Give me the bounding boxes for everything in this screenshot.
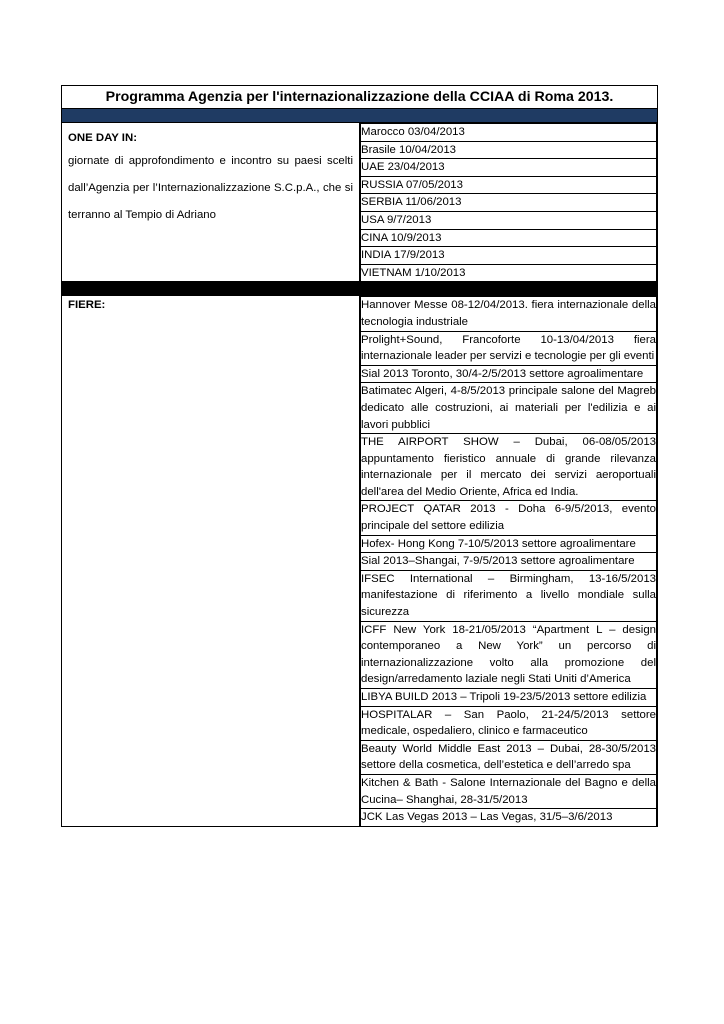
fiera-item: Kitchen & Bath - Salone Internazionale del Bagno e della Cucina– Shanghai, 28-31/5/2013: [361, 774, 657, 808]
one-day-in-dates-cell: [360, 123, 658, 282]
fiere-cell: [62, 296, 360, 826]
program-table: [61, 85, 658, 827]
fiere-list: [360, 296, 657, 825]
fiera-item: HOSPITALAR – San Paolo, 21-24/5/2013 settore medicale, ospedaliero, clinico e farmaceutico: [361, 706, 657, 740]
one-day-in-dates-list: [360, 123, 657, 281]
one-day-in-row: [62, 123, 658, 282]
date-item: Brasile 10/04/2013: [361, 141, 657, 159]
fiera-item: JCK Las Vegas 2013 – Las Vegas, 31/5–3/6/2013: [361, 809, 657, 826]
fiera-item: Hannover Messe 08-12/04/2013. fiera internazionale della tecnologia industriale: [361, 297, 657, 331]
date-item: SERBIA 11/06/2013: [361, 194, 657, 212]
fiere-list-cell: [360, 296, 658, 826]
fiera-item: ICFF New York 18-21/05/2013 “Apartment L – design contemporaneo a New York” un percorso di internazionalizzazione volto alla promozione del design/arredamento laziale negli Stati Uniti d’America: [361, 621, 657, 688]
section-separator-bar: [62, 282, 658, 296]
one-day-in-description: giornate di approfondimento e incontro su paesi scelti dall’Agenzia per l’Internazionalizzazione S.C.p.A., che si terranno al Tempio di Adriano: [68, 155, 353, 221]
fiera-item: IFSEC International – Birmingham, 13-16/5/2013 manifestazione di riferimento a livello mondiale sulla sicurezza: [361, 570, 657, 621]
fiera-item: Beauty World Middle East 2013 – Dubai, 28-30/5/2013 settore della cosmetica, dell’estetica e dell’arredo spa: [361, 740, 657, 774]
fiera-item: Sial 2013–Shangai, 7-9/5/2013 settore agroalimentare: [361, 553, 657, 571]
date-item: VIETNAM 1/10/2013: [361, 264, 657, 281]
fiera-item: Sial 2013 Toronto, 30/4-2/5/2013 settore agroalimentare: [361, 365, 657, 383]
fiera-item: LIBYA BUILD 2013 – Tripoli 19-23/5/2013 settore edilizia: [361, 689, 657, 707]
fiera-item: Batimatec Algeri, 4-8/5/2013 principale salone del Magreb dedicato alle costruzioni, ai materiali per l'edilizia e ai lavori pubblici: [361, 383, 657, 434]
one-day-in-label: ONE DAY IN:: [68, 132, 137, 144]
date-item: Marocco 03/04/2013: [361, 124, 657, 142]
fiera-item: THE AIRPORT SHOW – Dubai, 06-08/05/2013 appuntamento fieristico annuale di grande rilevanza internazionale per il mercato dei servizi aeroportuali dell'area del Medio Oriente, Africa ed India.: [361, 434, 657, 501]
document-title: Programma Agenzia per l'internazionalizzazione della CCIAA di Roma 2013.: [62, 86, 658, 109]
date-item: UAE 23/04/2013: [361, 159, 657, 177]
date-item: USA 9/7/2013: [361, 211, 657, 229]
fiera-item: Prolight+Sound, Francoforte 10-13/04/2013 fiera internazionale leader per servizi e tecnologie per gli eventi: [361, 331, 657, 365]
header-separator-bar: [62, 109, 658, 123]
document-page: [61, 85, 658, 827]
date-item: INDIA 17/9/2013: [361, 247, 657, 265]
fiera-item: Hofex- Hong Kong 7-10/5/2013 settore agroalimentare: [361, 535, 657, 553]
date-item: CINA 10/9/2013: [361, 229, 657, 247]
fiere-row: [62, 296, 658, 826]
one-day-in-cell: [62, 123, 360, 282]
date-item: RUSSIA 07/05/2013: [361, 176, 657, 194]
fiera-item: PROJECT QATAR 2013 - Doha 6-9/5/2013, evento principale del settore edilizia: [361, 501, 657, 535]
fiere-label: FIERE:: [68, 299, 106, 312]
